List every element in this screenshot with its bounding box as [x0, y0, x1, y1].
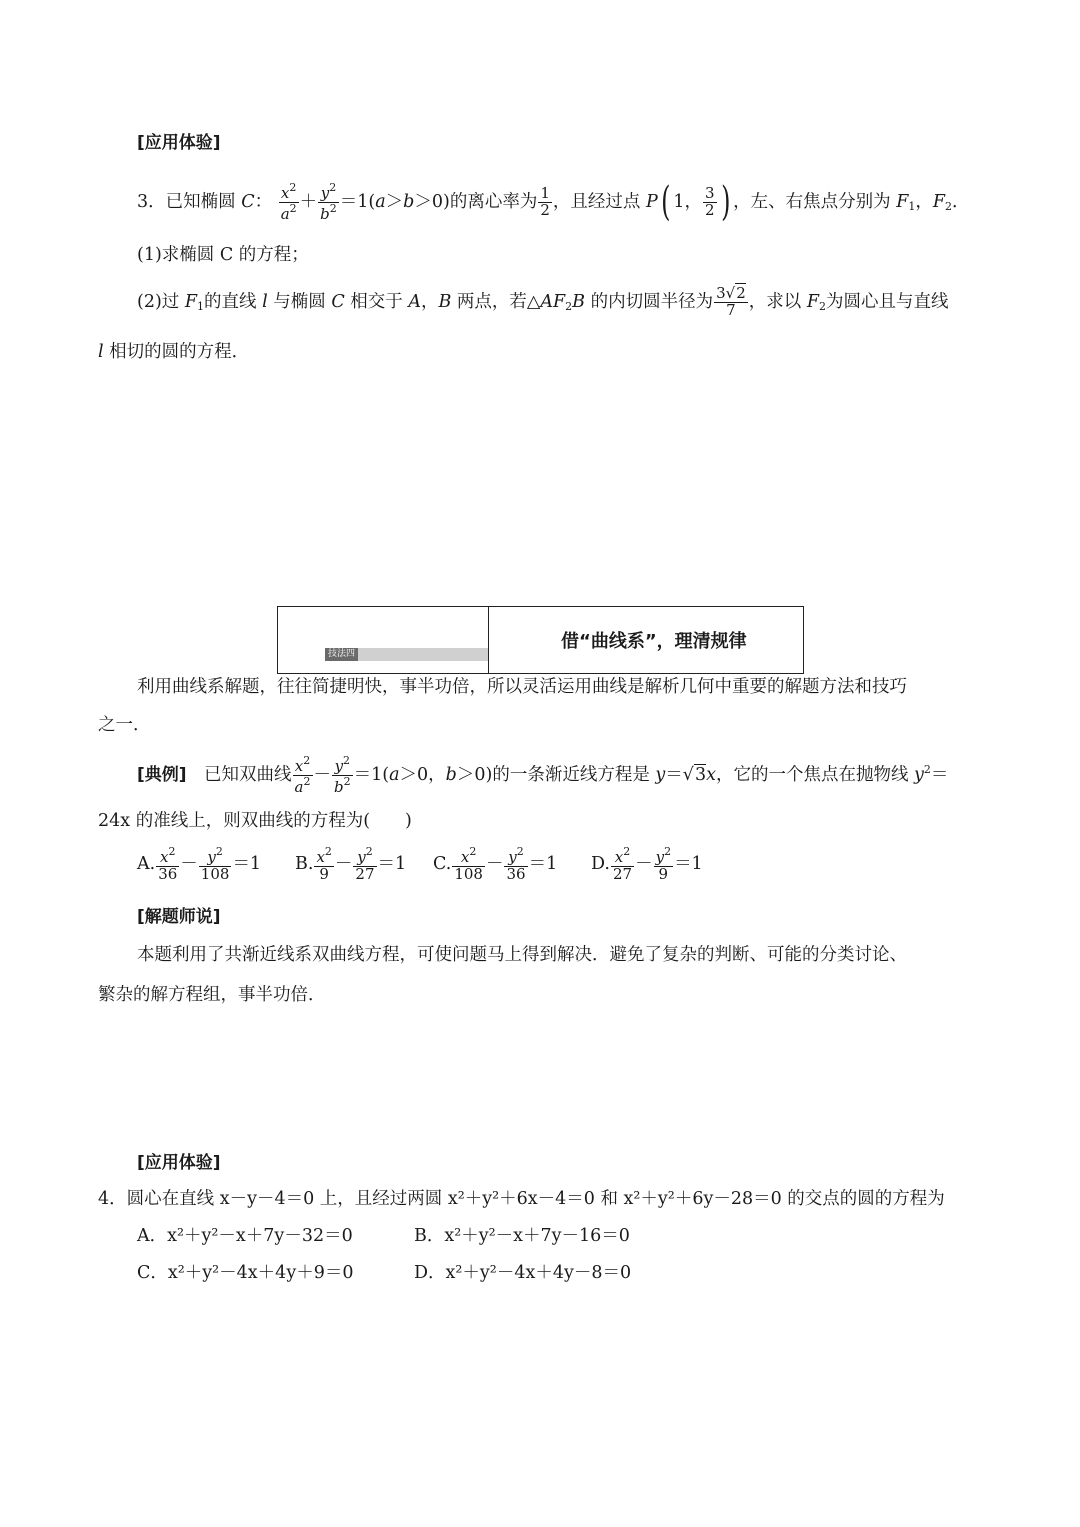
- example-option-c: C. $\frac{x^2}{108}$ － $\frac{y^2}{36}$ ＝1: [433, 845, 558, 883]
- technique-tag-bar: [325, 648, 488, 661]
- question-3-part2-line2: l 相切的圆的方程．: [98, 342, 250, 362]
- fraction-y2-b2: $\frac{y^2}{b^2}$: [320, 181, 337, 223]
- example-label: [典例]: [137, 764, 187, 785]
- section1-heading: [应用体验]: [137, 133, 221, 153]
- example-option-a: A. $\frac{x^2}{36}$ － $\frac{y^2}{108}$ ＝1: [137, 845, 262, 883]
- question-4: 4．圆心在直线 x－y－4＝0 上，且经过两圆 x²＋y²＋6x－4＝0 和 x²＋y²＋6y－28＝0 的交点的圆的方程为: [98, 1189, 945, 1209]
- example-option-d: D. $\frac{x^2}{27}$ － $\frac{y^2}{9}$ ＝1: [591, 845, 703, 883]
- explain-line2: 繁杂的解方程组，事半功倍．: [98, 985, 326, 1005]
- intro-line1: 利用曲线系解题，往往简捷明快，事半功倍，所以灵活运用曲线是解析几何中重要的解题方法和技巧: [137, 677, 907, 697]
- q4-option-c: C．x²＋y²－4x＋4y＋9＝0: [137, 1263, 354, 1283]
- example-line1: [典例] 已知双曲线 $\frac{x^2}{a^2}$ － $\frac{y^2}{b^2}$ ＝1(a＞0，b＞0)的一条渐近线方程是 y＝√3x，它的一个焦点在抛物线 $y^2=$: [137, 754, 949, 796]
- fraction-x2-a2: $\frac{x^2}{a^2}$: [280, 181, 297, 223]
- example-option-b: B. $\frac{x^2}{9}$ － $\frac{y^2}{27}$ ＝1: [295, 845, 407, 883]
- explain-heading: [解题师说]: [137, 907, 221, 927]
- question-3-part2: (2)过 $F_1$的直线 l 与椭圆 C 相交于 A，B 两点，若$\triangle AF_2B$ 的内切圆半径为 $\frac{3√2}{7}$ ，求以 $F_2$为圆心且与直线: [137, 284, 949, 319]
- fraction-radius: $\frac{3√2}{7}$: [716, 284, 746, 319]
- intro-line2: 之一．: [98, 715, 151, 735]
- technique-banner: [277, 606, 804, 674]
- explain-line1: 本题利用了共渐近线系双曲线方程，可使问题马上得到解决．避免了复杂的判断、可能的分类讨论、: [137, 945, 907, 965]
- technique-tag: 技法四: [325, 648, 358, 661]
- technique-title: 借“曲线系”，理清规律: [561, 631, 747, 652]
- q4-option-b: B．x²＋y²－x＋7y－16＝0: [414, 1226, 630, 1246]
- section2-heading: [应用体验]: [137, 1153, 221, 1173]
- q4-option-d: D．x²＋y²－4x＋4y－8＝0: [414, 1263, 632, 1283]
- question-3-part1: (1)求椭圆 C 的方程；: [137, 245, 309, 265]
- example-options: [137, 846, 703, 883]
- fraction-pt-y: $\frac{3}{2}$: [704, 184, 715, 219]
- q4-option-a: A．x²＋y²－x＋7y－32＝0: [137, 1226, 353, 1246]
- technique-banner-left: [278, 607, 489, 673]
- example-line2: 24x 的准线上，则双曲线的方程为( ): [98, 811, 412, 831]
- question-3: 3．已知椭圆 C： $\frac{x^2}{a^2}$ ＋ $\frac{y^2}{b^2}$ ＝1(a＞b＞0)的离心率为 $\frac{1}{2}$ ，且经过点 P( 1， $\frac{3}{2}$ ) ，左、右焦点分别为 $F_1$，$F_2$．: [137, 179, 970, 226]
- fraction-ecc: $\frac{1}{2}$: [540, 184, 550, 219]
